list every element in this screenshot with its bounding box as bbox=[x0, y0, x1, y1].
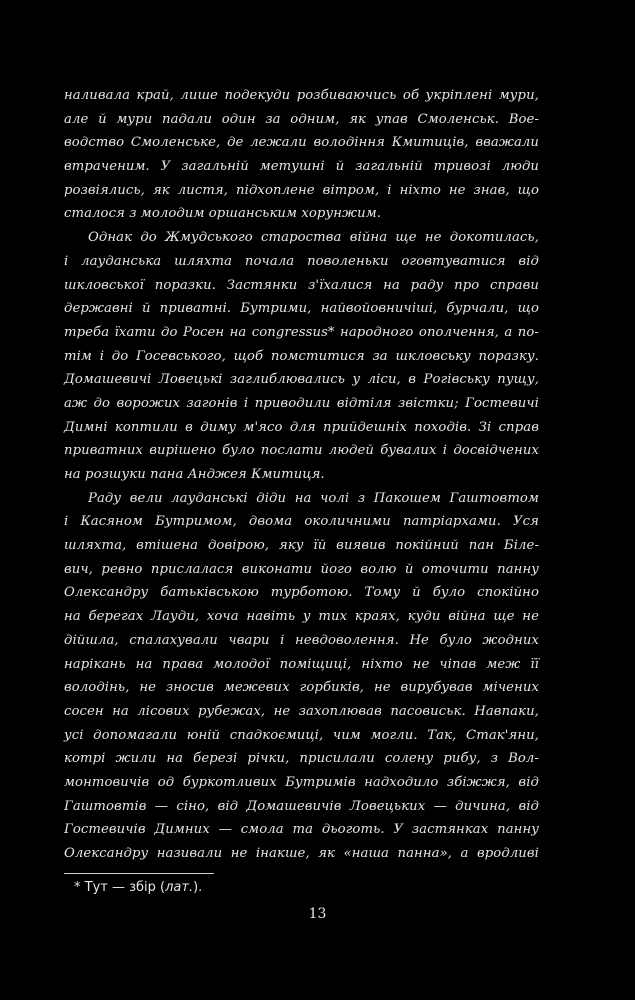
text-line: і Касяном Бутримом, двома околичними патріархами. Уся bbox=[64, 514, 539, 530]
body-text bbox=[64, 84, 539, 866]
text-line: але й мури падали один за одним, як упав Смоленськ. Вое- bbox=[64, 111, 539, 127]
text-line: сталося з молодим оршанським хорунжим. bbox=[64, 206, 382, 222]
text-line: державні й приватні. Бутрими, найвойовничіші, бурчали, що bbox=[64, 301, 539, 317]
text-line: Раду вели лауданські діди на чолі з Пакошем Гаштовтом bbox=[88, 490, 539, 506]
text-line: Домашевичі Ловецькі заглиблювались у ліси, в Рогівську пущу, bbox=[64, 372, 539, 388]
text-line: сосен на лісових рубежах, не захоплював пасовиськ. Навпаки, bbox=[64, 703, 539, 719]
text-line: монтовичів од буркотливих Бутримів надходило збіжжя, від bbox=[64, 774, 539, 790]
text-line: водство Смоленське, де лежали володіння Кмитиців, вважали bbox=[64, 135, 539, 151]
text-line: на берегах Лауди, хоча навіть у тих краях, куди війна ще не bbox=[64, 609, 539, 625]
text-line: володінь, не зносив межевих горбиків, не вирубував мічених bbox=[64, 680, 539, 696]
text-line: і лауданська шляхта почала поволеньки оговтуватися від bbox=[64, 253, 539, 269]
text-line: треба їхати до Росен на congressus* народного ополчення, а по- bbox=[64, 324, 539, 340]
text-line: тім і до Госевського, щоб помститися за шкловську поразку. bbox=[64, 348, 539, 364]
text-line: Гаштовтів — сіно, від Домашевичів Ловецьких — дичина, від bbox=[64, 798, 539, 814]
footnote bbox=[74, 880, 202, 896]
text-line: Димні коптили в диму м'ясо для прийдешніх походів. Зі справ bbox=[64, 419, 539, 435]
footnote-marker: * bbox=[74, 880, 81, 895]
text-line: шляхта, втішена довірою, яку їй виявив покійний пан Біле- bbox=[64, 538, 539, 554]
text-line: на розшуки пана Анджея Кмитиця. bbox=[64, 467, 325, 482]
text-line: Олександру називали не інакше, як «наша панна», а вродливі bbox=[64, 846, 539, 861]
text-line: котрі жили на березі річки, присилали солену рибу, з Вол- bbox=[64, 751, 539, 767]
text-line: аж до ворожих загонів і приводили відтіля звістки; Гостевичі bbox=[64, 395, 539, 411]
text-line: приватних вирішено було послати людей бувалих і досвідчених bbox=[64, 443, 539, 459]
footnote-text-end: ). bbox=[193, 880, 203, 895]
page-number: 13 bbox=[308, 906, 327, 922]
text-line: нарікань на права молодої поміщиці, ніхто не чіпав меж її bbox=[64, 656, 539, 672]
text-line: наливала край, лише подекуди розбиваючись об укріплені мури, bbox=[64, 88, 539, 103]
text-line: дійшла, спалахували чвари і невдоволення. Не було жодних bbox=[64, 632, 539, 648]
text-line: Гостевичів Димних — смола та дьоготь. У застянках панну bbox=[64, 822, 539, 838]
text-line: шкловської поразки. Застянки з'їхалися на раду про справи bbox=[64, 277, 539, 293]
text-line: Олександру батьківською турботою. Тому й було спокійно bbox=[64, 585, 539, 601]
text-line: втраченим. У загальній метушні й загальній тривозі люди bbox=[64, 159, 539, 175]
text-line: розвіялись, як листя, підхоплене вітром, і ніхто не знав, що bbox=[64, 182, 539, 198]
footnote-text: Тут — збір ( bbox=[84, 880, 166, 895]
footnote-lang: лат. bbox=[165, 880, 194, 895]
footnote-divider bbox=[64, 873, 214, 874]
text-line: Однак до Жмудського староства війна ще не докотилась, bbox=[88, 230, 539, 246]
text-line: усі допомагали юній спадкоємиці, чим могли. Так, Стак'яни, bbox=[64, 727, 539, 743]
text-line: вич, ревно прислалася виконати його волю й оточити панну bbox=[64, 561, 539, 577]
